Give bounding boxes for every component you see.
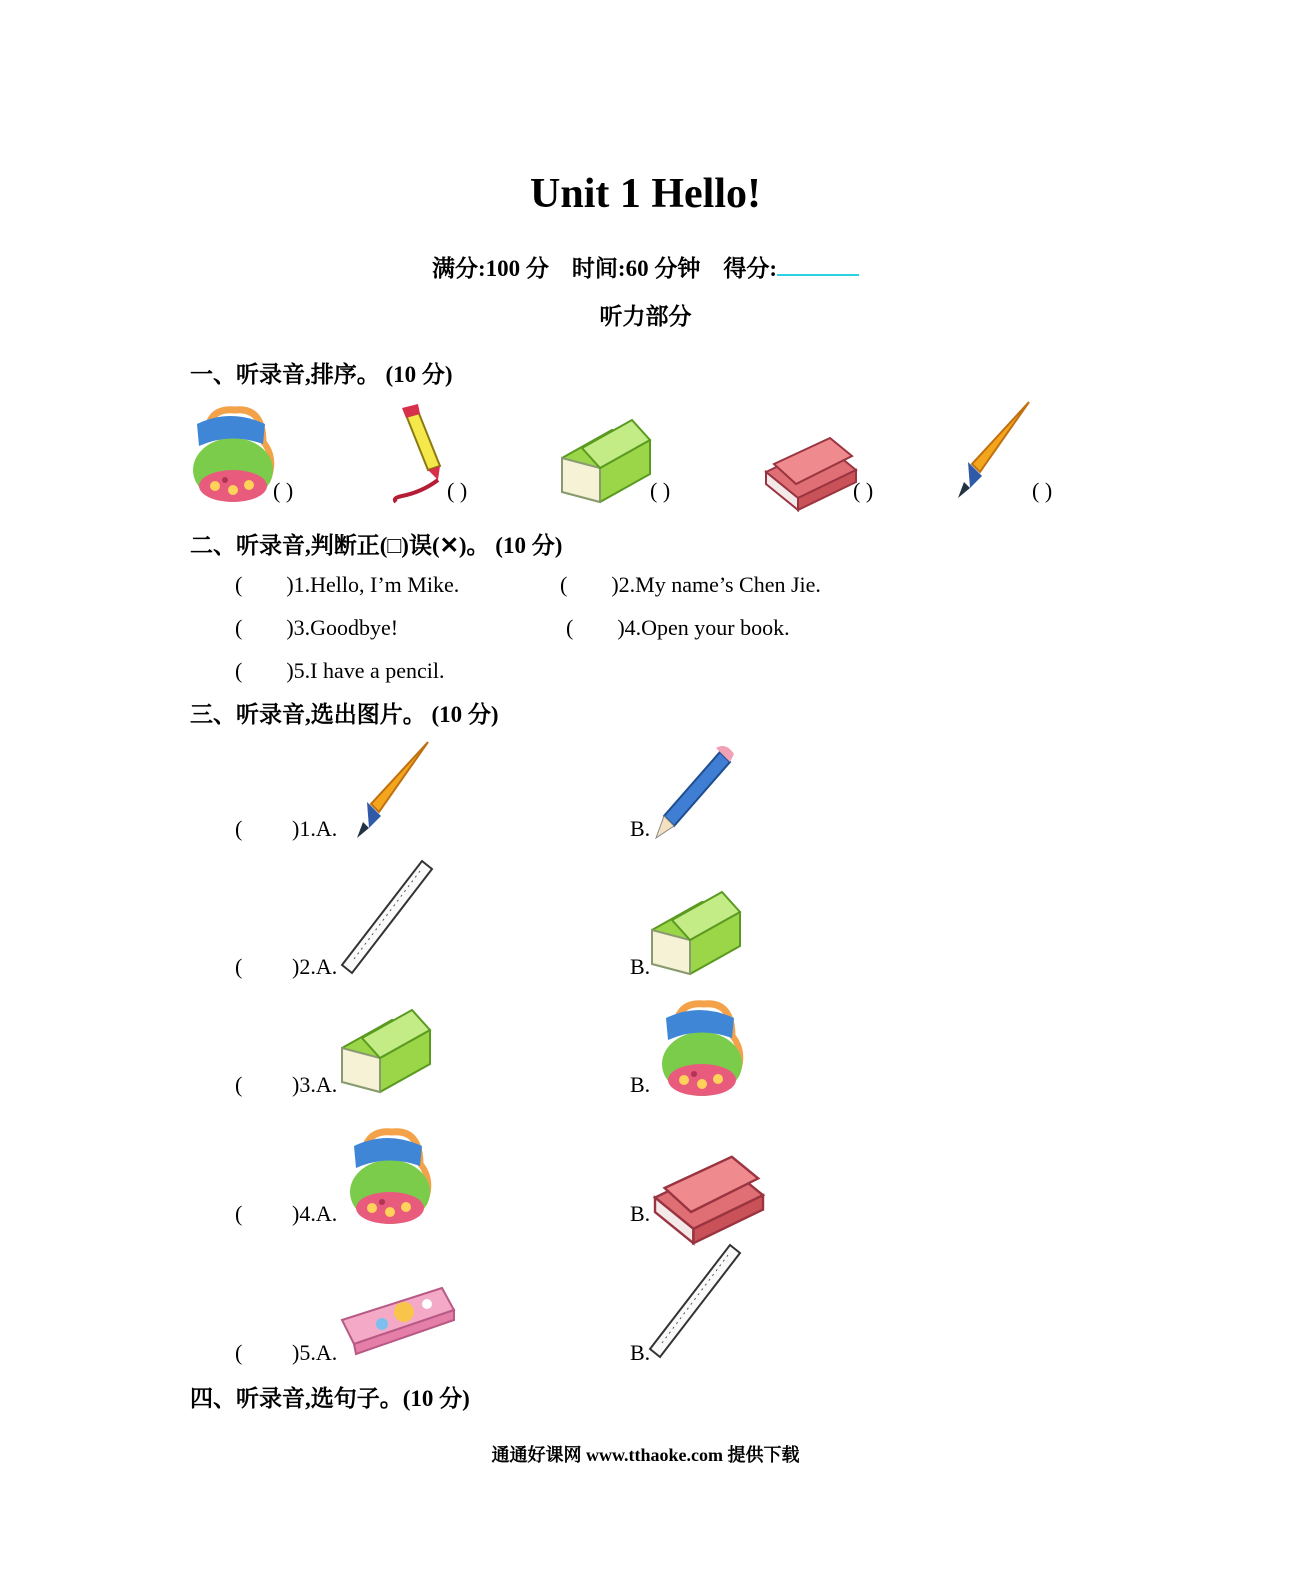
order-blank-4[interactable]: ( ) [853, 478, 874, 503]
choice-blank-1[interactable]: ( [235, 816, 243, 841]
schoolbag-icon [185, 402, 275, 502]
choice-number-2: )2.A. [292, 954, 338, 979]
page-title: Unit 1 Hello! [530, 171, 761, 217]
choice-b-1: B. [630, 816, 651, 841]
judge-text: 4.Open your book. [624, 615, 790, 640]
exam-meta [0, 250, 1291, 283]
choice-blank-5[interactable]: ( [235, 1340, 243, 1365]
choice-number-5: )5.A. [292, 1340, 338, 1365]
footer-credit: 通通好课网 www.tthaoke.com 提供下载 [491, 1445, 800, 1465]
crayon-icon [392, 406, 452, 506]
choice-number-4: )4.A. [292, 1201, 338, 1226]
judge-text: 5.I have a pencil. [293, 658, 445, 683]
section1-heading: 一、听录音,排序。 (10 分) [190, 362, 453, 387]
order-blank-1[interactable]: ( ) [273, 478, 294, 503]
schoolbag-icon[interactable] [342, 1124, 432, 1224]
judge-text: 1.Hello, I’m Mike. [293, 572, 460, 597]
eraser-icon [562, 418, 652, 504]
judge-item-5 [235, 658, 445, 684]
choice-number-1: )1.A. [292, 816, 338, 841]
choice-b-4: B. [630, 1201, 651, 1226]
schoolbag-icon[interactable] [654, 996, 744, 1096]
score-blank[interactable] [777, 254, 859, 276]
choice-blank-4[interactable]: ( [235, 1201, 243, 1226]
choice-b-5: B. [630, 1340, 651, 1365]
judge-blank[interactable]: ( ) [235, 615, 294, 640]
choice-b-3: B. [630, 1072, 651, 1097]
eraser-icon[interactable] [342, 1008, 432, 1094]
choice-blank-3[interactable]: ( [235, 1072, 243, 1097]
eraser-icon[interactable] [652, 890, 742, 976]
judge-item-3 [235, 615, 398, 641]
judge-item-4 [566, 615, 790, 641]
order-blank-3[interactable]: ( ) [650, 478, 671, 503]
choice-b-2: B. [630, 954, 651, 979]
pen-icon [944, 402, 1034, 502]
judge-item-1 [235, 572, 459, 598]
judge-blank[interactable]: ( ) [235, 572, 294, 597]
pen-icon[interactable] [343, 742, 433, 842]
pencil-icon[interactable] [650, 746, 740, 838]
choice-number-3: )3.A. [292, 1072, 338, 1097]
order-blank-2[interactable]: ( ) [447, 478, 468, 503]
judge-blank[interactable]: ( ) [560, 572, 619, 597]
section-subtitle: 听力部分 [599, 304, 692, 329]
judge-blank[interactable]: ( ) [235, 658, 294, 683]
judge-text: 3.Goodbye! [293, 615, 399, 640]
full-score: 满分:100 分 [431, 256, 549, 281]
judge-item-2 [560, 572, 821, 598]
section2-heading: 二、听录音,判断正(□)误(✕)。 (10 分) [190, 533, 563, 558]
book-icon[interactable] [655, 1152, 767, 1226]
ruler-icon[interactable] [650, 1245, 742, 1359]
judge-text: 2.My name’s Chen Jie. [618, 572, 821, 597]
book-icon [766, 440, 858, 500]
section3-heading: 三、听录音,选出图片。 (10 分) [190, 702, 499, 727]
ruler-icon[interactable] [342, 861, 434, 975]
judge-blank[interactable]: ( ) [566, 615, 625, 640]
order-blank-5[interactable]: ( ) [1032, 478, 1053, 503]
section4-heading: 四、听录音,选句子。(10 分) [190, 1386, 470, 1411]
choice-blank-2[interactable]: ( [235, 954, 243, 979]
pencil-box-icon[interactable] [342, 1284, 457, 1360]
time-limit: 时间:60 分钟 [571, 256, 701, 281]
score-label: 得分: [723, 256, 777, 281]
